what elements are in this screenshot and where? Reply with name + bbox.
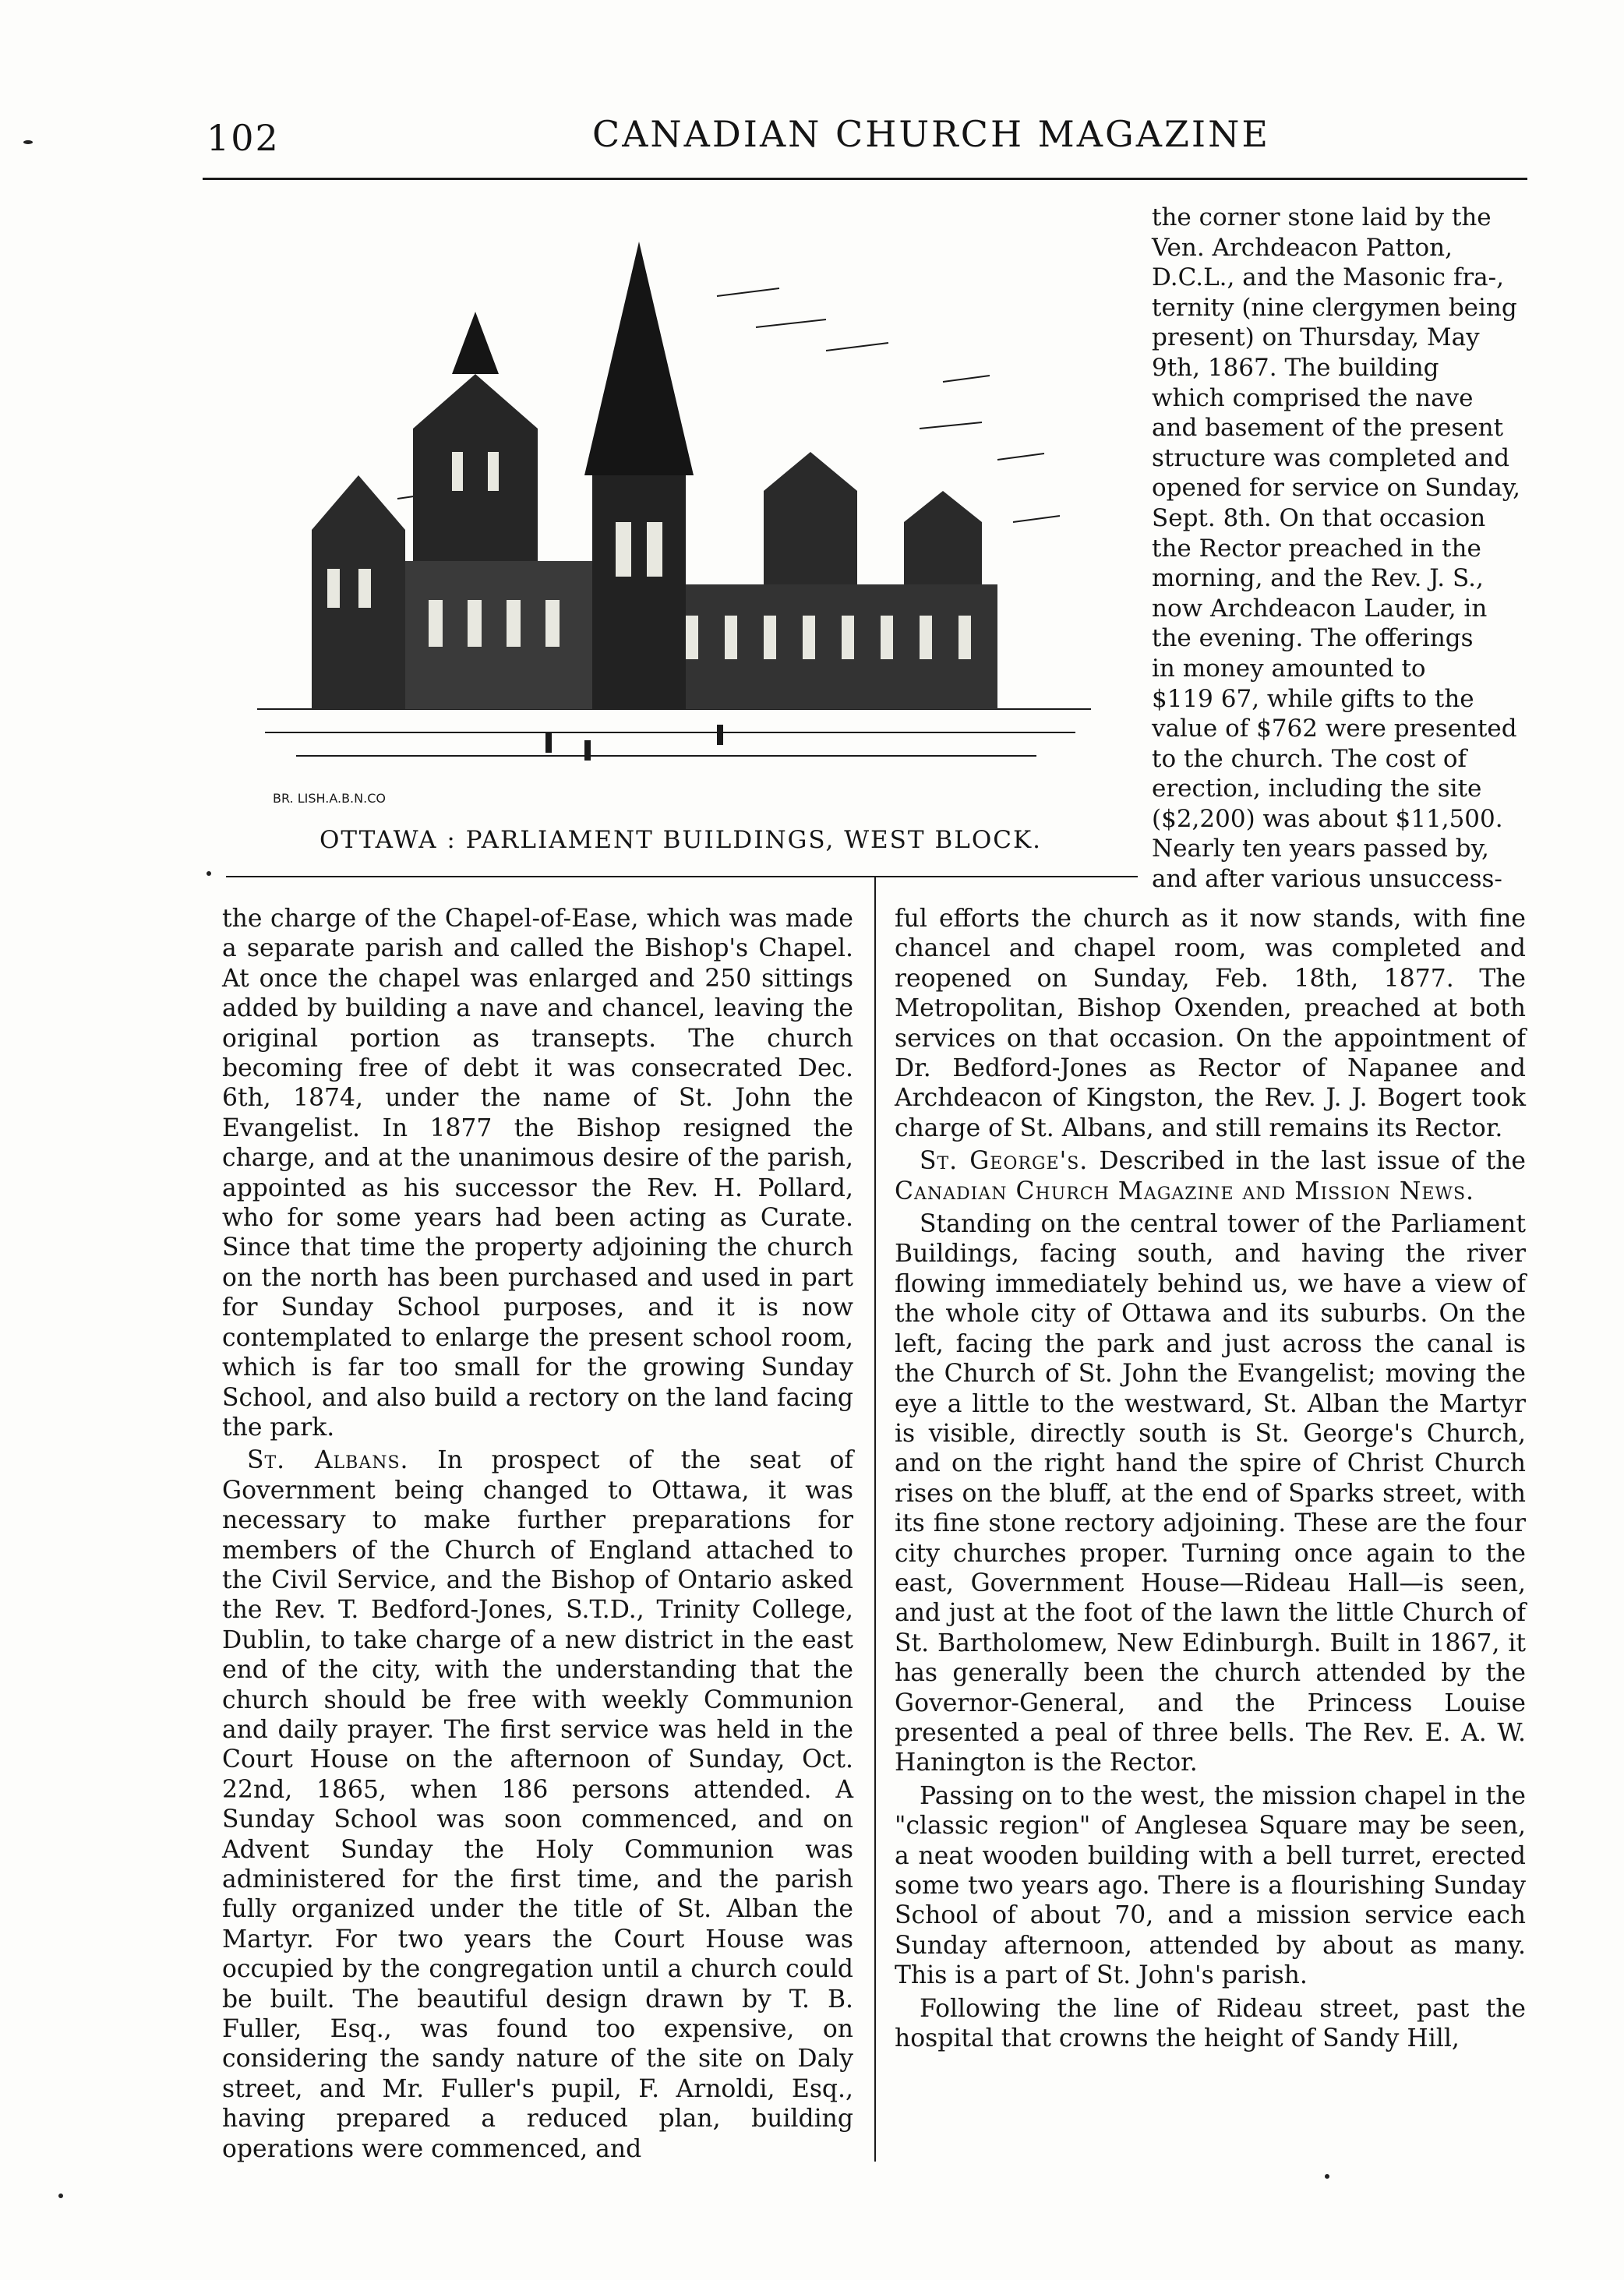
text-line: opened for service on Sunday, (1152, 474, 1520, 503)
section-heading: St. George's. (920, 1147, 1089, 1176)
print-speck (1325, 2174, 1329, 2179)
text-line: ($2,200) was about $11,500. (1152, 804, 1503, 833)
text-line: the corner stone laid by the (1152, 203, 1492, 231)
text-line: to the church. The cost of (1152, 744, 1467, 773)
parliament-buildings-engraving (218, 195, 1153, 857)
paragraph: the charge of the Chapel-of-Ease, which was made a separate parish and called the Bishop's Chapel. At once the chapel was enlarged and 250 sittings added by building a nave and chancel, leaving the original portion as transepts. The church becoming free of debt it was consecrated Dec. 6th, 1874, under the name of St. John the Evangelist. In 1877 the Bishop resigned the charge, and at the unanimous desire of the parish, appointed as his successor the Rev. H. Pollard, who for some years had been acting as Curate. Since that time the property adjoining the church on the north has been purchased and used in part for Sunday School purposes, and it is now contemplated to enlarge the present school room, which is far too small for the growing Sunday School, and also build a rectory on the land facing the park. (222, 905, 853, 1442)
paragraph-text: In prospect of the seat of Government being changed to Ottawa, it was necessary to make further preparations for members of the Church of England attached to the Civil Service, and the Bishop of Ontario asked the Rev. T. Bedford-Jones, S.T.D., Trinity College, Dublin, to take charge of a new district in the east end of the city, with the understanding that the church should be free with weekly Communion and daily prayer. The first service was held in the Court House on the afternoon of Sunday, Oct. 22nd, 1865, when 186 persons attended. A Sunday School was soon commenced, and on Advent Sunday the Holy Communion was administered for the first time, and the parish fully organized under the title of St. Alban the Martyr. For two years the Court House was occupied by the congregation until a church could be built. The beautiful design drawn by T. B. Fuller, Esq., was found too expensive, on considering the sandy nature of the site on Daly street, and Mr. Fuller's pupil, F. Arnoldi, Esq., having prepared a reduced plan, building operations were commenced, and (222, 1446, 853, 2163)
text-line: $119 67, while gifts to the (1152, 684, 1474, 713)
text-line: 9th, 1867. The building (1152, 353, 1439, 382)
text-line: the evening. The offerings (1152, 624, 1474, 653)
print-speck (58, 2194, 63, 2198)
header-rule (203, 178, 1527, 180)
text-line: ternity (nine clergymen being (1152, 293, 1517, 322)
text-line: the Rector preached in the (1152, 534, 1481, 563)
text-line: Ven. Archdeacon Patton, (1152, 233, 1453, 262)
paragraph: Passing on to the west, the mission chapel in the "classic region" of Anglesea Square may be seen, a neat wooden building with a bell turret, erected some two years ago. There is a flourishing Sunday School of about 70, and a mission service each Sunday afternoon, attended by about as many. This is a part of St. John's parish. (895, 1781, 1526, 1990)
paragraph-text: Described in the last issue of the (1099, 1147, 1527, 1176)
text-line: Nearly ten years passed by, (1152, 835, 1489, 863)
print-speck (207, 871, 211, 876)
print-speck (23, 140, 33, 144)
text-line: erection, including the site (1152, 775, 1482, 803)
magazine-name: Canadian Church Magazine and Mission News. (895, 1177, 1475, 1205)
engraving-illustration (218, 195, 1153, 857)
paragraph: ful efforts the church as it now stands, with fine chancel and chapel room, was completed and reopened on Sunday, Feb. 18th, 1877. The Metropolitan, Bishop Oxenden, preached at both services on that occasion. On the appointment of Dr. Bedford-Jones as Rector of Napanee and Archdeacon of Kingston, the Rev. J. J. Bogert took charge of St. Albans, and still remains its Rector. (895, 905, 1526, 1142)
text-line: structure was completed and (1152, 443, 1510, 472)
engraver-mark: BR. LISH.A.B.N.CO (273, 791, 386, 806)
text-line: now Archdeacon Lauder, in (1152, 594, 1488, 623)
text-line: morning, and the Rev. J. S., (1152, 564, 1484, 593)
text-line: and after various unsuccess- (1152, 865, 1502, 894)
text-line: value of $762 were presented (1152, 715, 1517, 743)
masthead-title: CANADIAN CHURCH MAGAZINE (592, 113, 1270, 155)
right-top-column (1152, 203, 1549, 895)
text-line: Sept. 8th. On that occasion (1152, 503, 1486, 532)
text-line: present) on Thursday, May (1152, 323, 1480, 352)
left-column (222, 904, 853, 2167)
section-heading: St. Albans. (247, 1446, 409, 1475)
text-line: D.C.L., and the Masonic fra-, (1152, 263, 1504, 292)
paragraph-st-albans (222, 1445, 853, 2164)
paragraph: Standing on the central tower of the Parliament Buildings, facing south, and having the river flowing immediately behind us, we have a view of the whole city of Ottawa and its suburbs. On the left, facing the park and just across the canal is the Church of St. John the Evangelist; moving the eye a little to the westward, St. Alban the Martyr is visible, directly south is St. George's Church, and on the right hand the spire of Christ Church rises on the bluff, at the end of Sparks street, with its fine stone rectory adjoining. These are the four city churches proper. Turning once again to the east, Government House—Rideau Hall—is seen, and just at the foot of the lawn the little Church of St. Bartholomew, New Edinburgh. Built in 1867, it has generally been the church attended by the Governor-General, and the Princess Louise presented a peal of three bells. The Rev. E. A. W. Hanington is the Rector. (895, 1210, 1526, 1777)
figure-bottom-rule (226, 876, 1138, 877)
text-line: and basement of the present (1152, 414, 1504, 443)
paragraph: Following the line of Rideau street, past the hospital that crowns the height of Sandy Hill, (895, 1994, 1526, 2053)
figure-caption: OTTAWA : PARLIAMENT BUILDINGS, WEST BLOCK. (320, 826, 1042, 854)
column-divider (874, 876, 876, 2162)
text-line: in money amounted to (1152, 654, 1426, 683)
page-number: 102 (207, 117, 280, 159)
paragraph-st-georges (895, 1146, 1526, 1206)
text-line: which comprised the nave (1152, 383, 1474, 412)
right-column (895, 904, 1526, 2056)
